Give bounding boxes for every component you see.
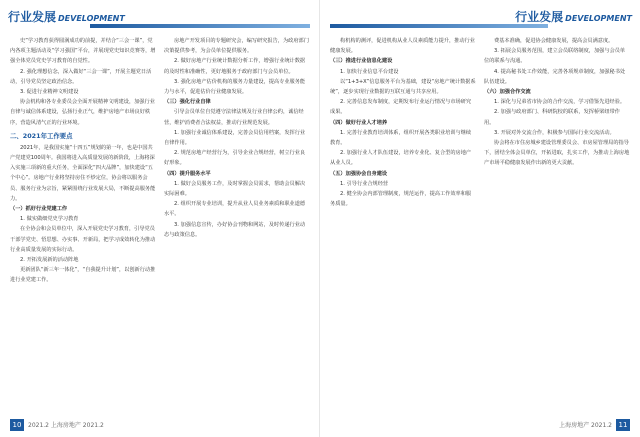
paragraph: 2. 组织开展专业培训，提升从业人员业务素质和职业道德水平。 [164, 201, 306, 218]
paragraph: 2. 开拓发展新的活动阵地 [20, 257, 79, 264]
journal-name: 上海房地产 2021.2 [559, 422, 612, 429]
column-2 [164, 36, 310, 415]
section-heading: （一）抓好行业党建工作 [10, 206, 68, 213]
article-columns [330, 36, 630, 415]
paragraph: 协会机构和各专业委员会全面开展精神文明建设，加强行业自律与诚信体系建设，弘扬行业正气，维护房地产市场良好秩序，营造风清气正的行业环境。 [10, 99, 155, 126]
paragraph: 1. 加快行业信息平台建设 [340, 68, 399, 75]
page-number: 11 [616, 419, 630, 431]
section-title-en: DEVELOPMENT [565, 14, 632, 23]
paragraph: 1. 加强行业诚信体系建设，完善会员信用档案，发挥行业自律作用。 [164, 129, 306, 147]
paragraph: 1. 做实做细党史学习教育 [20, 216, 79, 223]
column-1 [10, 36, 156, 415]
section-heading: （六）加强合作交流 [484, 89, 531, 96]
paragraph: 更新团队“新三年一体化”，“自我提升计划”，以创新行动推进行业党建工作。 [10, 267, 156, 284]
paragraph: 以“1+3+X”信息服务平台为基础，建设“房地产统计数据系统”，逐步实现行业数据的互联互通与共享应用。 [330, 78, 476, 96]
column-2 [484, 36, 630, 415]
section-heading: （三）推进行业信息化建设 [330, 58, 393, 65]
header-bar [330, 24, 548, 28]
right-page [320, 0, 640, 437]
paragraph: 2. 完善信息发布制度，定期发布行业运行情况与市场研究成果。 [330, 99, 472, 116]
paragraph: 构机构的测评，促进机构从业人员素质能力提升，推动行业健康发展。 [330, 38, 475, 55]
section-title-en: DEVELOPMENT [58, 14, 125, 23]
paragraph: 4. 提高秘书处工作效能，完善各项规章制度，加强秘书处队伍建设。 [484, 68, 626, 85]
header-bar [90, 24, 310, 28]
paragraph: 3. 强化房地产估价机构的服务力量建设，提高专业服务能力与水平，促进估价行业健康发展。 [164, 78, 306, 96]
section-heading: （三）强化行业自律 [164, 99, 211, 106]
paragraph: 3. 拓展会员服务范围，建立会员联络制度，加强与会员单位的联系与沟通。 [484, 48, 626, 65]
section-heading: （四）提升服务水平 [164, 170, 211, 177]
paragraph: 2021年，是我国实施“十四五”规划的第一年，也是中国共产党建党100周年。我国将进入高质量发展的新阶段，上海将深入实施三项新的重大任务，全面深化“四大品牌”，加快建设“五个中心”。房地产行业将坚持房住不炒定位，协会将以服务会员、服务行业为宗旨，紧紧围绕行业发展大局，不断提高服务能力。 [10, 144, 156, 202]
paragraph: 协会将在市住房城乡建设管理委员会、市房屋管理局的指导下，团结全体会员单位，开拓进取，扎实工作，为推动上海房地产市场平稳健康发展作出新的更大贡献。 [484, 140, 630, 167]
paragraph: 2. 做好房地产行业统计数据分析工作，增强行业统计数据的及时性和准确性，更好地服务于政府部门与会员单位。 [164, 58, 306, 75]
section-heading: （四）做好行业人才培养 [330, 119, 388, 126]
article-columns [10, 36, 310, 415]
paragraph: 2. 强化理想信念，深入做好“三会一课”，开展主题党日活动，引导党员坚定政治信念。 [10, 68, 152, 85]
paragraph: 2. 加强与政府部门、科研院校的联系，发挥桥梁纽带作用。 [484, 109, 620, 126]
section-title-text: 行业发展 [8, 10, 57, 24]
paragraph: 史”学习教育获得圆满成功的前提，并结合“三会一课”，党内各项主题活动及“学习强国”平台，并展现党史知识竞赛等，增强全体党员党史学习教育的自觉性。 [10, 38, 156, 65]
paragraph: 房地产开发项目的专题研究会，编写研究报告，为政府部门决策提供参考，为会员单位提供服务。 [164, 38, 309, 55]
paragraph: 3. 促进行业精神文明建设 [20, 89, 79, 96]
section-heading: （五）加强协会自身建设 [330, 170, 388, 177]
page-footer [320, 419, 640, 433]
column-1 [330, 36, 476, 415]
paragraph: 费基本准确，促进协会健康发展，提高会员满意度。 [494, 38, 614, 44]
section-heading: 二、2021年工作要点 [10, 131, 73, 140]
page-number: 10 [10, 419, 24, 431]
paragraph: 1. 完善行业教育培训体系，组织开展各类职业培训与继续教育。 [330, 129, 472, 147]
paragraph: 引导会员单位自觉遵守法律法规及行业自律公约，诚信经营，维护消费者合法权益，推动行业规范发展。 [164, 109, 304, 126]
paragraph: 2. 加强行业人才队伍建设，培养专业化、复合型的房地产从业人员。 [330, 150, 472, 167]
paragraph: 在全协会和会员单位中，深入开展党史学习教育，引导党员干部学党史、悟思想、办实事、开新局，把学习成效转化为推动行业高质量发展的实际行动。 [10, 226, 156, 253]
paragraph: 1. 做好会员服务工作，及时掌握会员需求，帮助会员解决实际困难。 [164, 180, 306, 198]
page-footer [0, 419, 320, 433]
paragraph: 1. 深化与兄弟省市协会的合作交流，学习借鉴先进经验。 [494, 99, 626, 106]
section-title-text: 行业发展 [515, 10, 564, 24]
journal-name: 2021.2 上海房地产 2021.2 [28, 422, 104, 429]
paragraph: 2. 健全协会内部管理制度，规范运作，提高工作效率和服务质量。 [330, 191, 472, 208]
paragraph: 2. 规范房地产经营行为，引导企业合规经营，树立行业良好形象。 [164, 150, 306, 167]
paragraph: 3. 加强信息宣传，办好协会刊物和网站，及时传递行业动态与政策信息。 [164, 221, 306, 238]
page-header [0, 7, 320, 29]
paragraph: 1. 引导行业合规经营 [340, 180, 389, 187]
page-header [320, 7, 640, 29]
paragraph: 3. 开展对外交流合作，积极参与国际行业交流活动。 [494, 129, 615, 136]
